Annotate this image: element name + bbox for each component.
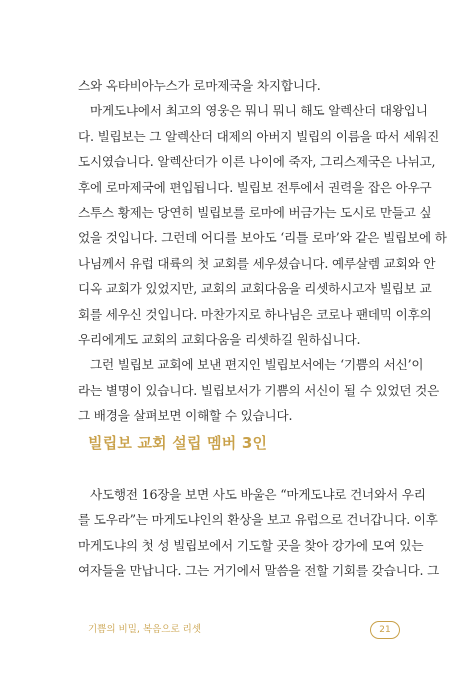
- text-line: 나님께서 유럽 대륙의 첫 교회를 세우셨습니다. 예루살렘 교회와 안: [78, 255, 436, 271]
- body-text-top: [78, 73, 447, 428]
- text-line: 그런 빌립보 교회에 보낸 편지인 빌립보서에는 ‘기쁨의 서신’이: [90, 357, 424, 373]
- text-line: 마게도냐의 첫 성 빌립보에서 기도할 곳을 찾아 강가에 모여 있는: [78, 537, 424, 553]
- text-line: 후에 로마제국에 편입됩니다. 빌립보 전투에서 권력을 잡은 아우구: [78, 179, 432, 195]
- body-text-bottom: [78, 482, 440, 584]
- text-line: 여자들을 만납니다. 그는 거기에서 말씀을 전할 기회를 갖습니다. 그: [78, 563, 440, 579]
- text-line: 를 도우라”는 마게도냐인의 환상을 보고 유럽으로 건너갑니다. 이후: [78, 512, 438, 528]
- text-line: 도시였습니다. 알렉산더가 이른 나이에 죽자, 그리스제국은 나뉘고,: [78, 154, 436, 170]
- text-line: 회를 세우신 것입니다. 마찬가지로 하나님은 코로나 팬데믹 이후의: [78, 306, 432, 322]
- text-line: 디옥 교회가 있었지만, 교회의 교회다움을 리셋하시고자 빌립보 교: [78, 281, 432, 297]
- section-heading: 빌립보 교회 설립 멤버 3인: [88, 434, 268, 452]
- page-number: 21: [370, 621, 400, 639]
- text-line: 사도행전 16장을 보면 사도 바울은 “마게도냐로 건너와서 우리: [90, 487, 426, 502]
- text-line: 마게도냐에서 최고의 영웅은 뭐니 뭐니 해도 알렉산더 대왕입니: [90, 103, 428, 119]
- text-line: 스투스 황제는 당연히 빌립보를 로마에 버금가는 도시로 만들고 싶: [78, 204, 432, 220]
- text-line: 스와 옥타비아누스가 로마제국을 차지합니다.: [78, 78, 321, 93]
- text-line: 라는 별명이 있습니다. 빌립보서가 기쁨의 서신이 될 수 있었던 것은: [78, 382, 440, 398]
- text-line: 다. 빌립보는 그 알렉산더 대제의 아버지 빌립의 이름을 따서 세워진: [78, 128, 440, 144]
- text-line: 그 배경을 살펴보면 이해할 수 있습니다.: [78, 408, 293, 424]
- running-footer-title: 기쁨의 비밀, 복음으로 리셋: [88, 624, 202, 635]
- text-line: 었을 것입니다. 그런데 어디를 보아도 ‘리틀 로마’와 같은 빌립보에 하: [78, 230, 447, 246]
- text-line: 우리에게도 교회의 교회다움을 리셋하길 원하십니다.: [78, 331, 361, 347]
